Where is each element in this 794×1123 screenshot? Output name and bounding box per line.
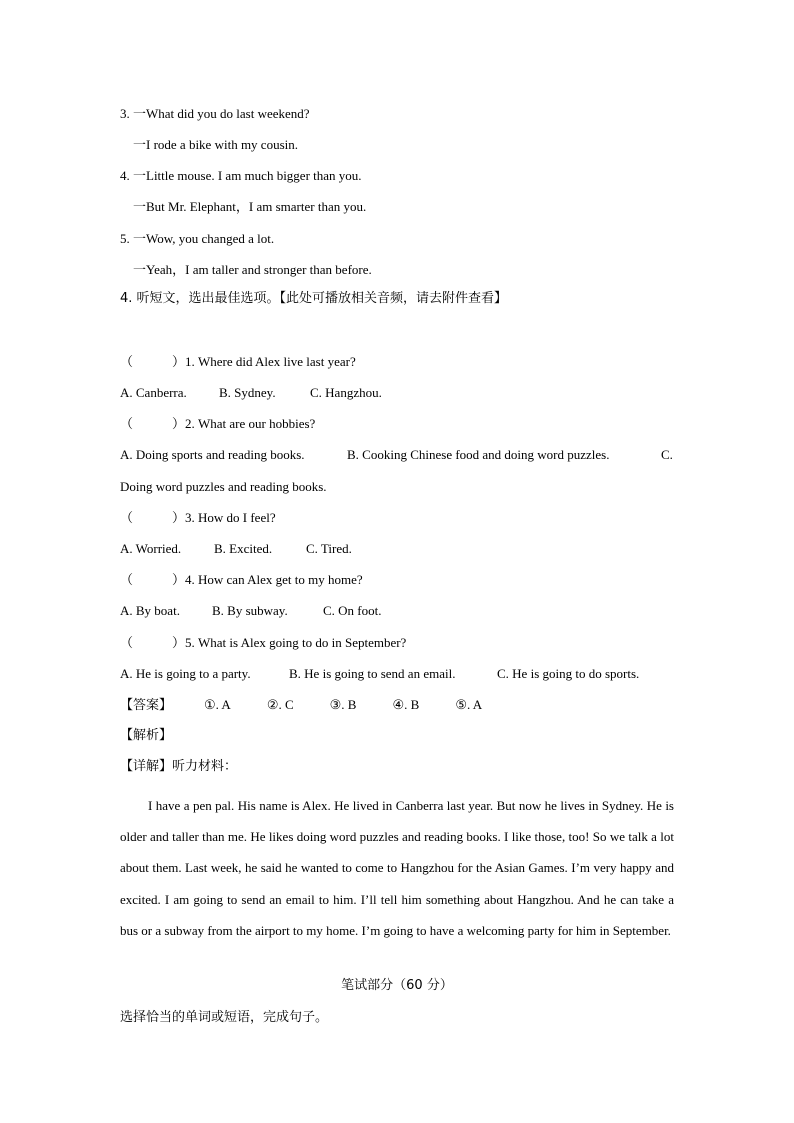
answer-2: ②. C <box>266 697 294 712</box>
listening-passage <box>120 790 674 946</box>
question-1: （ ）1. Where did Alex live last year? <box>120 354 356 369</box>
option-c: C. Tired. <box>306 541 352 556</box>
option-c: C. He is going to do sports. <box>497 666 640 681</box>
answer-label: 【答案】 <box>120 698 173 713</box>
dialogue-5-answer: 一Yeah，I am taller and stronger than before. <box>133 262 372 277</box>
option-a: A. He is going to a party. <box>120 666 251 681</box>
question-5: （ ）5. What is Alex going to do in September? <box>120 635 407 650</box>
answer-1: ①. A <box>204 697 231 712</box>
option-a: A. Doing sports and reading books. <box>120 447 305 462</box>
dialogue-5-question: 5. 一Wow, you changed a lot. <box>120 231 275 246</box>
question-3-options <box>120 541 352 557</box>
option-a: A. Worried. <box>120 541 182 556</box>
dialogue-3-question: 3. 一What did you do last weekend? <box>120 106 310 121</box>
question-2: （ ）2. What are our hobbies? <box>120 416 316 431</box>
answer-5: ⑤. A <box>455 697 483 712</box>
answer-3: ③. B <box>329 697 357 712</box>
option-c: C. Hangzhou. <box>310 385 382 400</box>
option-b: B. Cooking Chinese food and doing word puzzles. <box>347 447 610 462</box>
question-4: （ ）4. How can Alex get to my home? <box>120 572 363 587</box>
question-5-options <box>120 666 639 682</box>
written-section-title: 笔试部分（60 分） <box>341 978 453 993</box>
dialogue-3-answer: 一I rode a bike with my cousin. <box>133 137 298 152</box>
passage-text: I have a pen pal. His name is Alex. He lived in Canberra last year. But now he lives in Sydney. He is older and taller than me. He likes doing word puzzles and reading books. I like those, too! So we talk a lot about them. Last week, he said he wanted to come to Hangzhou for the Asian Games. I’m very happy and excited. I am going to send an email to him. I’ll tell him something about Hangzhou. And he can take a bus or a subway from the airport to my home. I’m going to have a welcoming party for him in September. <box>120 798 674 938</box>
instruction-text: 选择恰当的单词或短语，完成句子。 <box>120 1010 329 1025</box>
option-c: C. <box>661 447 673 462</box>
section-4-title: 4. 听短文，选出最佳选项。【此处可播放相关音频，请去附件查看】 <box>120 291 508 306</box>
question-1-options <box>120 385 382 401</box>
dialogue-4-question: 4. 一Little mouse. I am much bigger than you. <box>120 168 362 183</box>
answer-row <box>120 697 518 714</box>
detail-label: 【详解】听力材料： <box>120 759 238 774</box>
option-c: C. On foot. <box>323 603 382 618</box>
answer-4: ④. B <box>392 697 420 712</box>
option-b: B. He is going to send an email. <box>289 666 456 681</box>
option-b: B. By subway. <box>212 603 288 618</box>
option-a: A. By boat. <box>120 603 180 618</box>
question-2-option-c-text: Doing word puzzles and reading books. <box>120 479 327 494</box>
question-4-options <box>120 603 382 619</box>
question-3: （ ）3. How do I feel? <box>120 510 276 525</box>
option-a: A. Canberra. <box>120 385 187 400</box>
analysis-label: 【解析】 <box>120 728 173 743</box>
question-2-options <box>120 447 673 463</box>
dialogue-4-answer: 一But Mr. Elephant，I am smarter than you. <box>133 199 367 214</box>
option-b: B. Sydney. <box>219 385 276 400</box>
option-b: B. Excited. <box>214 541 273 556</box>
